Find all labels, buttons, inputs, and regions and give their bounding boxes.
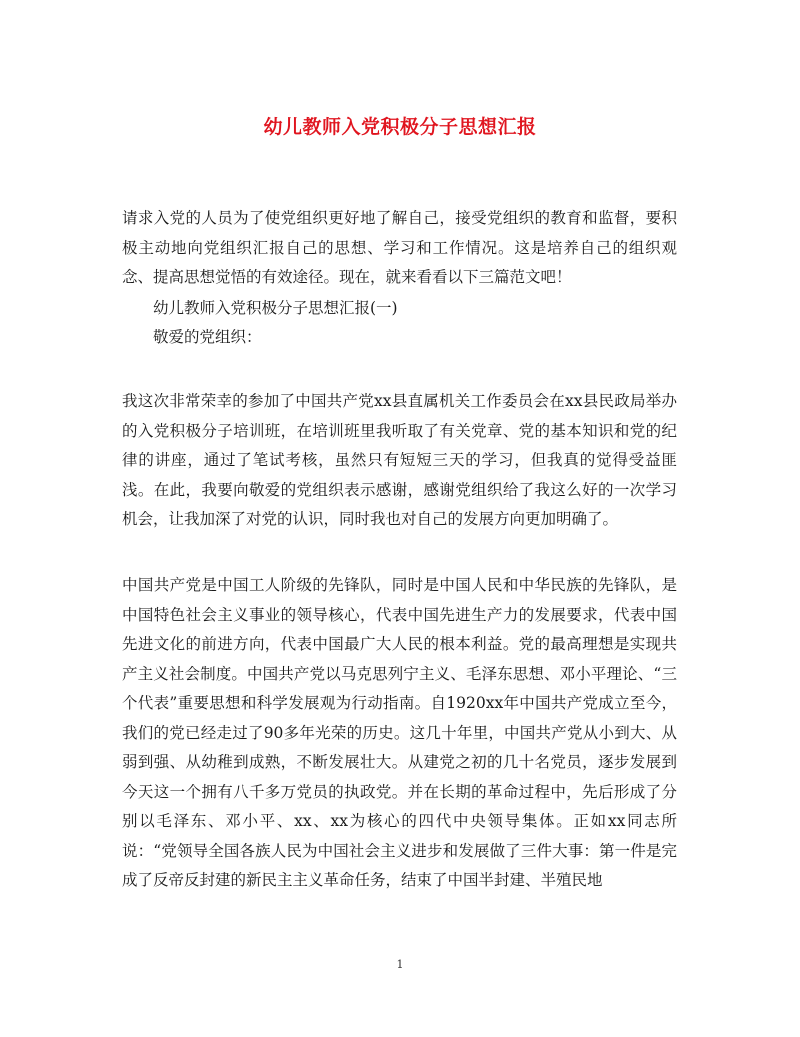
intro-paragraph: 请求入党的人员为了使党组织更好地了解自己，接受党组织的教育和监督，要积极主动地向党组织汇报自己的思想、学习和工作情况。这是培养自己的组织观念、提高思想觉悟的有效途径。现在，就来看看以下三篇范文吧！ (122, 209, 677, 286)
page-number: 1 (396, 958, 404, 971)
salutation: 敬爱的党组织： (153, 328, 262, 346)
document-title: 幼儿教师入党积极分子思想汇报 (263, 116, 537, 138)
body-paragraph-2: 中国共产党是中国工人阶级的先锋队，同时是中国人民和中华民族的先锋队，是中国特色社会主义事业的领导核心，代表中国先进生产力的发展要求，代表中国先进文化的前进方向，代表中国最广大人民的根本利益。党的最高理想是实现共产主义社会制度。中国共产党以马克思列宁主义、毛泽东思想、邓小平理论、“三个代表”重要思想和科学发展观为行动指南。自1920xx年中国共产党成立至今，我们的党已经走过了90多年光荣的历史。这几十年里，中国共产党从小到大、从弱到强、从幼稚到成熟，不断发展壮大。从建党之初的几十名党员，逐步发展到今天这一个拥有八千多万党员的执政党。并在长期的革命过程中，先后形成了分别以毛泽东、邓小平、xx、xx为核心的四代中央领导集体。正如xx同志所说：“党领导全国各族人民为中国社会主义进步和发展做了三件大事：第一件是完成了反帝反封建的新民主主义革命任务，结束了中国半封建、半殖民地 (122, 576, 677, 889)
body-paragraph-1: 我这次非常荣幸的参加了中国共产党xx县直属机关工作委员会在xx县民政局举办的入党积极分子培训班，在培训班里我听取了有关党章、党的基本知识和党的纪律的讲座，通过了笔试考核，虽然只有短短三天的学习，但我真的觉得受益匪浅。在此，我要向敬爱的党组织表示感谢，感谢党组织给了我这么好的一次学习机会，让我加深了对党的认识，同时我也对自己的发展方向更加明确了。 (122, 392, 677, 528)
report-subtitle: 幼儿教师入党积极分子思想汇报(一) (153, 299, 398, 317)
